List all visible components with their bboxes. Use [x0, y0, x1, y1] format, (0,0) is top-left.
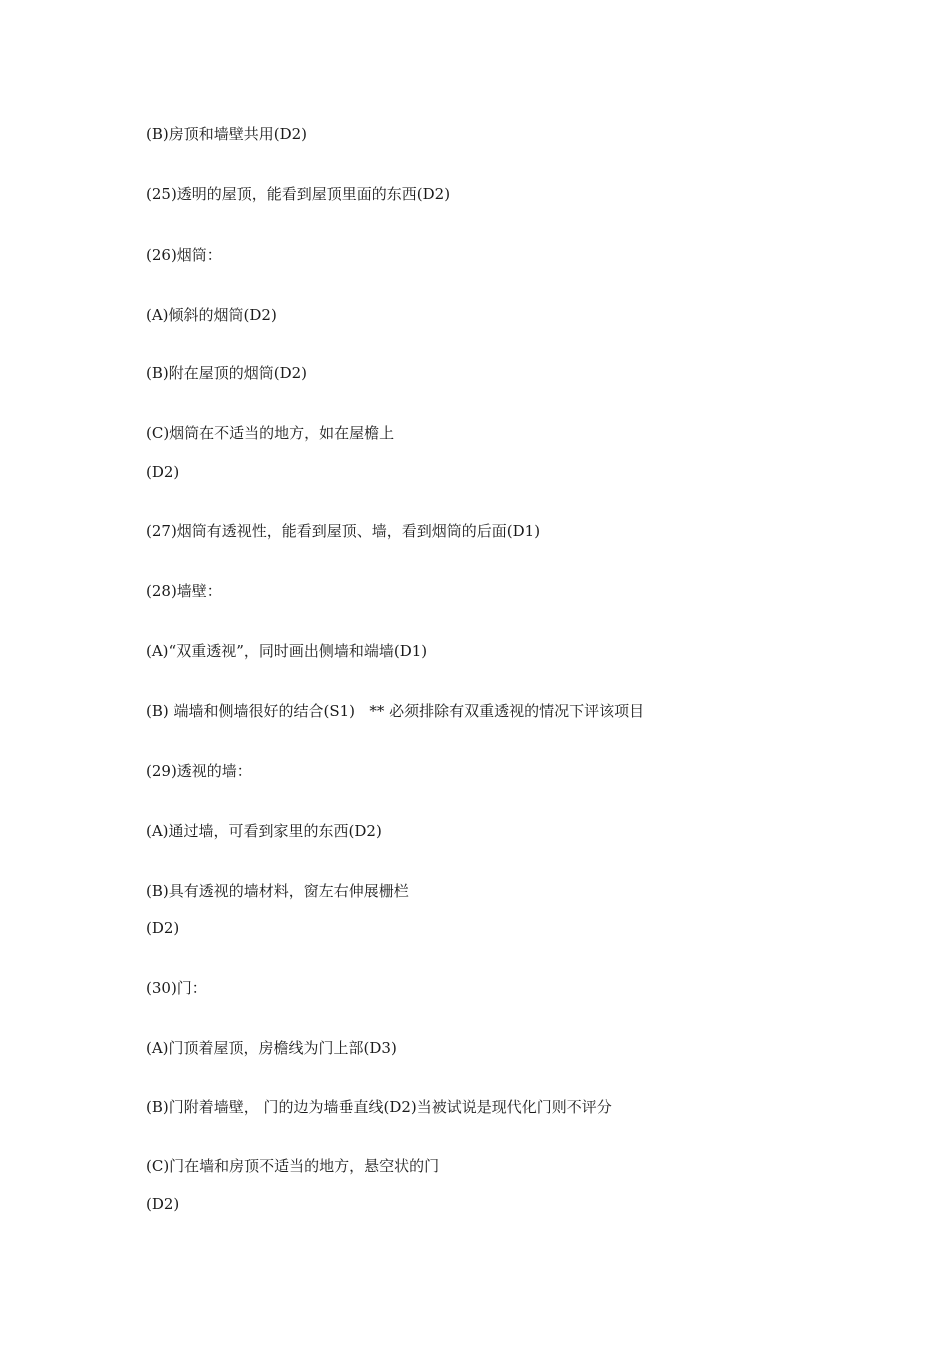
text-line: (A)通过墙，可看到家里的东西(D2): [146, 822, 382, 840]
text-line: (26)烟筒：: [146, 246, 222, 264]
text-line: (B)附在屋顶的烟筒(D2): [146, 364, 308, 382]
text-line: (D2): [146, 1195, 180, 1213]
text-line: (25)透明的屋顶，能看到屋顶里面的东西(D2): [146, 185, 451, 203]
text-line: (29)透视的墙：: [146, 762, 252, 780]
text-line: (A)“双重透视”，同时画出侧墙和端墙(D1): [146, 642, 428, 660]
text-line: (D2): [146, 463, 180, 481]
text-line: (C)门在墙和房顶不适当的地方，悬空状的门: [146, 1157, 440, 1175]
text-line: (30)门：: [146, 979, 207, 997]
text-line: (B)具有透视的墙材料，窗左右伸展栅栏: [146, 882, 409, 900]
text-line: (B) 端墙和侧墙很好的结合(S1) ** 必须排除有双重透视的情况下评该项目: [146, 702, 645, 720]
text-line: (D2): [146, 919, 180, 937]
text-line: (B)房顶和墙壁共用(D2): [146, 125, 308, 143]
text-line: (B)门附着墙壁， 门的边为墙垂直线(D2)当被试说是现代化门则不评分: [146, 1098, 612, 1116]
text-line: (A)门顶着屋顶，房檐线为门上部(D3): [146, 1039, 397, 1057]
text-line: (28)墙壁：: [146, 582, 222, 600]
text-line: (A)倾斜的烟筒(D2): [146, 306, 277, 324]
text-line: (C)烟筒在不适当的地方，如在屋檐上: [146, 424, 395, 442]
text-line: (27)烟筒有透视性，能看到屋顶、墙，看到烟筒的后面(D1): [146, 522, 541, 540]
